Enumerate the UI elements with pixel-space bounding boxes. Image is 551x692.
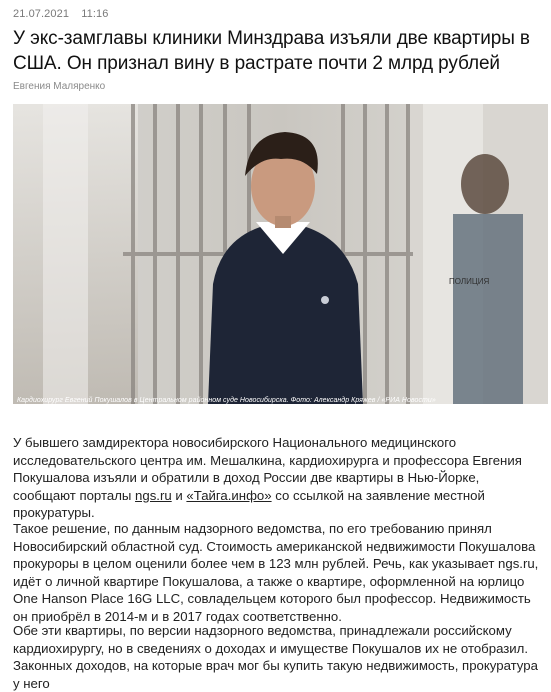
article-time: 11:16 bbox=[81, 8, 109, 20]
paragraph-1: У бывшего замдиректора новосибирского Национального медицинского исследовательского центра им. Мешалкина, кардиохирурга и профессора Евгения Покушалова изъяли и обратили в доход России две квартиры в Нью-Йорке, сообщают порталы ngs.ru и «Тайга.инфо» со ссылкой на заявление местной прокуратуры. bbox=[13, 435, 522, 520]
link-taiga[interactable]: «Тайга.инфо» bbox=[186, 487, 272, 503]
police-sign: ПОЛИЦИЯ bbox=[449, 277, 490, 286]
article-date: 21.07.2021 bbox=[13, 8, 70, 20]
photo-caption: Кардиохирург Евгений Покушалов в Центральном районном суде Новосибирска. Фото: Александр Кряжев / «РИА Новости» bbox=[17, 397, 436, 404]
paragraph-3: Обе эти квартиры, по версии надзорного ведомства, принадлежали российскому кардиохирургу, но в сведениях о доходах и имуществе Покушалов их не отобразил. Законных доходов, на которые врач мог бы купить такую недвижимость, прокуратура у него bbox=[13, 623, 538, 691]
paragraph-2: Такое решение, по данным надзорного ведомства, по его требованию принял Новосибирский областной суд. Стоимость американской недвижимости Покушалова прокуроры в целом оценили более чем в 123 млн рублей. Речь, как указывает ngs.ru, идёт о личной квартире Покушалова, а также о квартире, оформленной на юрлицо One Hanson Place 16G LLC, совладельцем которого был профессор. Недвижимость он приобрёл в 2014-м и в 2017 годах соответственно. bbox=[13, 521, 539, 624]
article-author[interactable]: Евгения Маляренко bbox=[13, 81, 106, 92]
article-title: У экс-замглавы клиники Минздрава изъяли две квартиры в США. Он признал вину в растрате почти 2 млрд рублей bbox=[13, 28, 530, 74]
courtroom-photo-illustration bbox=[13, 104, 548, 404]
article-meta bbox=[13, 8, 108, 20]
link-ngs[interactable]: ngs.ru bbox=[135, 487, 172, 503]
article-photo bbox=[13, 104, 548, 404]
